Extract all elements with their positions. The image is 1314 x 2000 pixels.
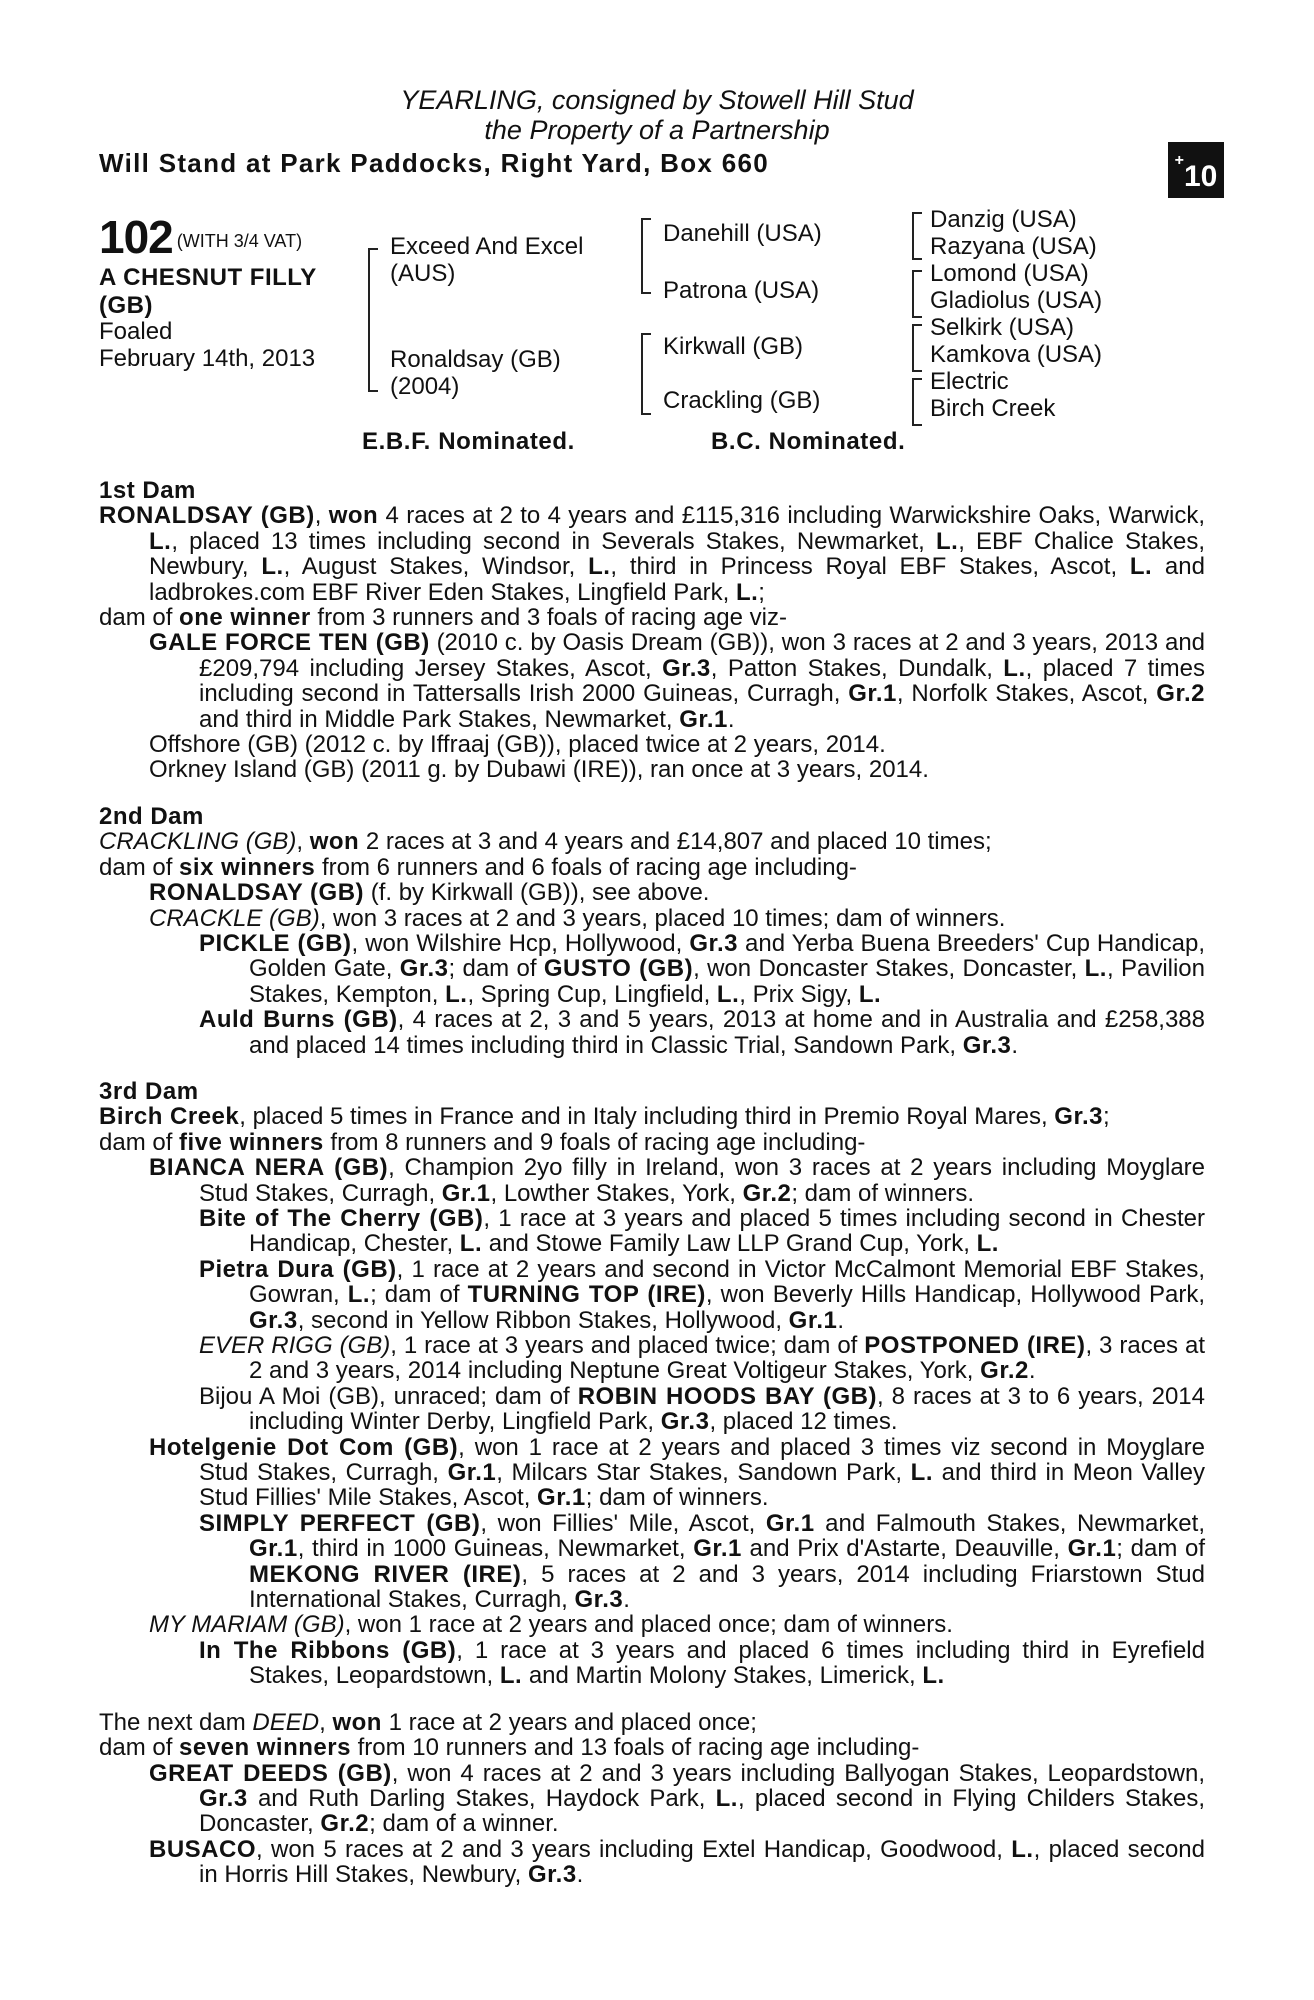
dam-dam: Crackling (GB) [663, 387, 821, 414]
dam-sire: Kirkwall (GB) [663, 333, 804, 360]
dam-entry: RONALDSAY (GB), won 4 races at 2 to 4 years and £115,316 including Warwickshire Oaks, Warwick, L., placed 13 times including second in Severals Stakes, Newmarket, L., EBF Chalice Stakes, Newbury, L., August Stakes, Windsor, L., third in Princess Royal EBF Stakes, Ascot, L. and ladbrokes.com EBF River Eden Stakes, Lingfield Park, L.; [99, 502, 1205, 606]
produce-summary: dam of six winners from 6 runners and 6 foals of racing age including- [99, 853, 857, 881]
ebf-nominated: E.B.F. Nominated. [362, 428, 575, 455]
header-line-2: the Property of a Partnership [484, 115, 830, 145]
pedigree-brace [641, 218, 651, 294]
produce-summary: dam of five winners from 8 runners and 9 foals of racing age including- [99, 1128, 866, 1156]
produce-entry: Orkney Island (GB) (2011 g. by Dubawi (IRE)), ran once at 3 years, 2014. [149, 756, 929, 784]
header-line-1: YEARLING, consigned by Stowell Hill Stud [400, 85, 914, 115]
produce-entry: CRACKLE (GB), won 3 races at 2 and 3 years, placed 10 times; dam of winners. [149, 904, 1006, 932]
produce-entry: Pietra Dura (GB), 1 race at 2 years and second in Victor McCalmont Memorial EBF Stakes, Gowran, L.; dam of TURNING TOP (IRE), won Beverly Hills Handicap, Hollywood Park, Gr.3, second in Yellow Ribbon Stakes, Hollywood, Gr.1. [199, 1255, 1205, 1334]
produce-entry: EVER RIGG (GB), 1 race at 3 years and placed twice; dam of POSTPONED (IRE), 3 races at 2 and 3 years, 2014 including Neptune Great Voltigeur Stakes, York, Gr.2. [199, 1332, 1206, 1385]
produce-entry: PICKLE (GB), won Wilshire Hcp, Hollywood, Gr.3 and Yerba Buena Breeders' Cup Handicap, Golden Gate, Gr.3; dam of GUSTO (GB), won Doncaster Stakes, Doncaster, L., Pavilion Stakes, Kempton, L., Spring Cup, Lingfield, L., Prix Sigy, L. [199, 929, 1206, 1008]
pedigree-brace [912, 270, 922, 318]
stand-location: Will Stand at Park Paddocks, Right Yard, Box 660 [99, 148, 769, 178]
produce-entry: Auld Burns (GB), 4 races at 2, 3 and 5 years, 2013 at home and in Australia and £258,388 and placed 14 times including third in Classic Trial, Sandown Park, Gr.3. [199, 1006, 1206, 1059]
produce-entry: Bijou A Moi (GB), unraced; dam of ROBIN HOODS BAY (GB), 8 races at 3 to 6 years, 2014 including Winter Derby, Lingfield Park, Gr.3, placed 12 times. [199, 1382, 1205, 1436]
bc-nominated: B.C. Nominated. [711, 428, 906, 455]
produce-entry: BIANCA NERA (GB), Champion 2yo filly in Ireland, won 3 races at 2 years including Moyglare Stud Stakes, Curragh, Gr.1, Lowther Stakes, York, Gr.2; dam of winners. [149, 1154, 1206, 1207]
dam-entry: CRACKLING (GB), won 2 races at 3 and 4 years and £14,807 and placed 10 times; [99, 828, 992, 856]
lot-description: A CHESNUT FILLY (GB) [99, 264, 317, 319]
foaled-date: Foaled February 14th, 2013 [99, 318, 316, 372]
produce-entry: GALE FORCE TEN (GB) (2010 c. by Oasis Dream (GB)), won 3 races at 2 and 3 years, 2013 and £209,794 including Jersey Stakes, Ascot, Gr.3, Patton Stakes, Dundalk, L., placed 7 times including second in Tattersalls Irish 2000 Guineas, Curragh, Gr.1, Norfolk Stakes, Ascot, Gr.2 and third in Middle Park Stakes, Newmarket, Gr.1. [149, 629, 1206, 733]
produce-summary: dam of one winner from 3 runners and 3 foals of racing age viz- [99, 604, 787, 632]
sire-dam: Patrona (USA) [663, 277, 820, 304]
produce-entry: In The Ribbons (GB), 1 race at 3 years and placed 6 times including third in Eyrefield Stakes, Leopardstown, L. and Martin Molony Stakes, Limerick, L. [199, 1636, 1205, 1690]
produce-entry: BUSACO, won 5 races at 2 and 3 years including Extel Handicap, Goodwood, L., placed second in Horris Hill Stakes, Newbury, Gr.3. [149, 1835, 1205, 1889]
third-generation: Danzig (USA) Razyana (USA) Lomond (USA) Gladiolus (USA) Selkirk (USA) Kamkova (USA) Electric Birch Creek [930, 206, 1103, 422]
produce-entry: Offshore (GB) (2012 c. by Iffraaj (GB)), placed twice at 2 years, 2014. [149, 731, 886, 759]
section-heading: 2nd Dam [99, 802, 204, 830]
pedigree-brace [912, 324, 922, 372]
lot-badge: +10 [1168, 142, 1224, 198]
section-heading: 1st Dam [99, 477, 196, 504]
catalogue-body [99, 478, 1205, 1888]
sire-sire: Danehill (USA) [663, 220, 822, 247]
sire: Exceed And Excel (AUS) [390, 233, 584, 287]
pedigree-brace [368, 248, 378, 392]
next-dam-entry: The next dam DEED, won 1 race at 2 years and placed once; [99, 1708, 757, 1736]
section-heading: 3rd Dam [99, 1077, 199, 1105]
produce-entry: Bite of The Cherry (GB), 1 race at 3 years and placed 5 times including second in Chester Handicap, Chester, L. and Stowe Family Law LLP Grand Cup, York, L. [199, 1204, 1206, 1258]
pedigree-brace [912, 378, 922, 426]
lot-number: 102 $^{(WITH 3/4 VAT)}$ [99, 211, 303, 263]
produce-entry: Hotelgenie Dot Com (GB), won 1 race at 2 years and placed 3 times viz second in Moyglare Stud Stakes, Curragh, Gr.1, Milcars Star Stakes, Sandown Park, L. and third in Meon Valley Stud Fillies' Mile Stakes, Ascot, Gr.1; dam of winners. [149, 1433, 1206, 1512]
produce-entry: GREAT DEEDS (GB), won 4 races at 2 and 3 years including Ballyogan Stakes, Leopardstown, Gr.3 and Ruth Darling Stakes, Haydock Park, L., placed second in Flying Childers Stakes, Doncaster, Gr.2; dam of a winner. [149, 1759, 1206, 1838]
pedigree-brace [912, 212, 922, 260]
produce-entry: RONALDSAY (GB) (f. by Kirkwall (GB)), see above. [149, 879, 710, 907]
dam-entry: Birch Creek, placed 5 times in France and in Italy including third in Premio Royal Mares, Gr.3; [99, 1103, 1110, 1131]
dam: Ronaldsay (GB) (2004) [390, 346, 561, 400]
produce-entry: SIMPLY PERFECT (GB), won Fillies' Mile, Ascot, Gr.1 and Falmouth Stakes, Newmarket, Gr.1, third in 1000 Guineas, Newmarket, Gr.1 and Prix d'Astarte, Deauville, Gr.1; dam of MEKONG RIVER (IRE), 5 races at 2 and 3 years, 2014 including Friarstown Stud International Stakes, Curragh, Gr.3. [199, 1509, 1205, 1614]
produce-entry: MY MARIAM (GB), won 1 race at 2 years and placed once; dam of winners. [149, 1611, 953, 1639]
pedigree-brace [641, 333, 651, 415]
produce-summary: dam of seven winners from 10 runners and 13 foals of racing age including- [99, 1734, 920, 1762]
